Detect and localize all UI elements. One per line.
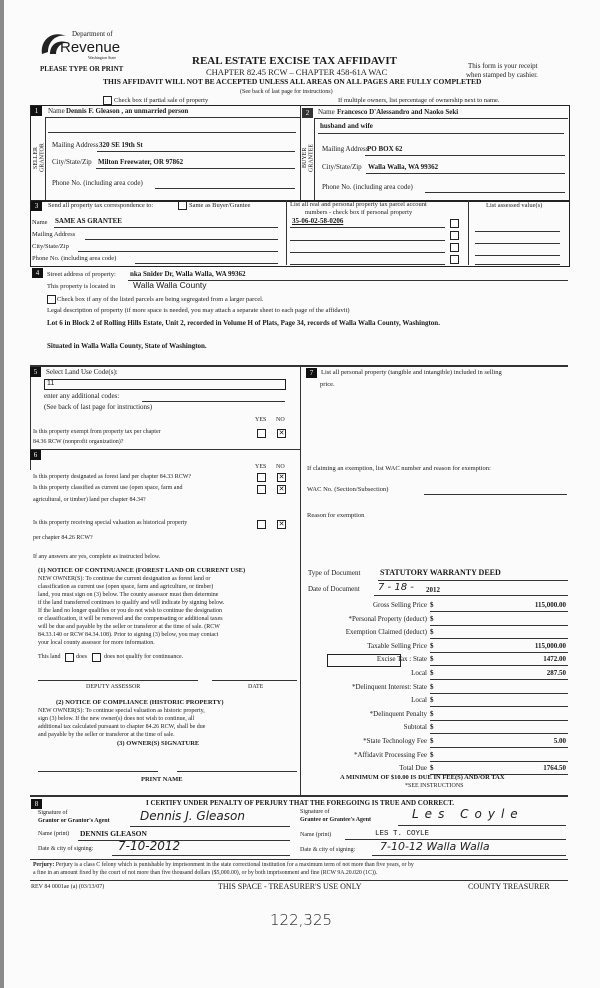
tax-row-label: Local (411, 669, 427, 677)
send-correspondence-label: Send all property tax correspondence to: (48, 202, 154, 209)
logo-main-text: Revenue (60, 39, 121, 56)
tax-row-value[interactable]: 115,000.00 (534, 641, 566, 650)
if-yes-note: If any answers are yes, complete as instructed below. (33, 554, 161, 560)
owner-signature-line-2[interactable] (177, 771, 297, 772)
tax-row-value[interactable]: 1764.50 (543, 764, 566, 773)
legal-description-2[interactable]: Situated in Walla Walla County, State of Washington. (47, 342, 207, 350)
county-treasurer-label: COUNTY TREASURER (468, 882, 550, 891)
grantor-date-city-label: Date & city of signing: (38, 846, 94, 852)
does-not-qualify-checkbox[interactable] (92, 653, 101, 662)
doc-type[interactable]: STATUTORY WARRANTY DEED (380, 568, 501, 577)
currency-symbol: $ (430, 696, 434, 705)
section-2-number: 2 (302, 108, 313, 118)
personal-property-label-1: List all personal property (tangible and intangible) included in selling (321, 369, 502, 376)
local-rate-box[interactable] (327, 654, 401, 667)
parcel-header-1: List all real and personal property tax parcel account (290, 201, 427, 208)
forest-yes-checkbox[interactable] (257, 473, 266, 482)
tax-row-line (430, 652, 568, 653)
q-historic-1: Is this property receiving special valuation as historical property (33, 520, 188, 526)
correspondence-name[interactable]: SAME AS GRANTEE (55, 217, 122, 225)
assessor-date-label: DATE (248, 684, 264, 690)
additional-codes-label: enter any additional codes: (44, 392, 120, 400)
seller-mailing-label: Mailing Address (52, 141, 99, 149)
deputy-assessor-signature-line[interactable] (38, 680, 198, 681)
form-title: REAL ESTATE EXCISE TAX AFFIDAVIT (192, 55, 397, 67)
exempt-yes-checkbox[interactable] (257, 429, 266, 438)
doc-type-label: Type of Document (308, 569, 361, 577)
current-use-yes-checkbox[interactable] (257, 485, 266, 494)
property-county[interactable]: Walla Walla County (133, 280, 207, 290)
property-located-label: This property is located in (47, 283, 116, 290)
tax-row-line (430, 733, 568, 734)
grantor-name-print[interactable]: DENNIS GLEASON (80, 829, 147, 838)
owner-signature-title: (3) OWNER(S) SIGNATURE (117, 740, 200, 747)
correspondence-name-label: Name (32, 219, 48, 226)
buyer-name-2[interactable]: husband and wife (320, 122, 373, 130)
grantor-signature-of: Signature of (38, 810, 68, 816)
yes-header-6: YES (255, 464, 267, 470)
tax-row-line (430, 611, 568, 612)
tax-row-label: *State Technology Fee (363, 737, 427, 745)
currency-symbol: $ (430, 750, 434, 759)
currency-symbol: $ (430, 641, 434, 650)
buyer-mailing-label: Mailing Address (322, 145, 369, 153)
wac-label: WAC No. (Section/Subsection) (307, 486, 389, 493)
q-exempt-1: Is this property exempt from property tax per chapter (33, 429, 161, 435)
wac-field[interactable] (424, 494, 567, 495)
street-address[interactable]: nka Snider Dr, Walla Walla, WA 99362 (130, 270, 246, 278)
seller-name[interactable]: Dennis F. Gleason , an unmarried person (66, 107, 189, 115)
tax-row-label: *Delinquent Interest: State (351, 682, 427, 691)
personal-property-checkbox-2[interactable] (450, 231, 459, 240)
land-use-see-back: (See back of last page for instructions) (44, 403, 153, 411)
deputy-assessor-label: DEPUTY ASSESSOR (86, 684, 141, 690)
legal-description-1[interactable]: Lot 6 in Block 2 of Rolling Hills Estate, Unit 2, recorded in Volume H of Plats, Page 34, records of Walla Walla County, Washington. (47, 319, 440, 327)
no-header-6: NO (276, 464, 285, 470)
notice-continuance-text: NEW OWNER(S): To continue the current designation as forest land or classification as current use (open space, farm and agriculture, or timber) land, you must sign on (3) below. The county assessor must then determine if the land transferred continues to qualify and will indicate by signing below. If the land no longer qualifies or you do not wish to continue the designation or classification, it will be removed and the compensating or additional taxes will be due and payable by the seller or transferor at the time of sale. (RCW 84.33.140 or RCW 84.34.108). Prior to signing (3) below, you may contact your local county assessor for more information. (38, 576, 225, 646)
parcel-number-1[interactable]: 35-06-02-58-0206 (292, 217, 344, 225)
additional-codes-field[interactable] (142, 401, 285, 402)
minimum-due-note: A MINIMUM OF $10.00 IS DUE IN FEE(S) AND/OR TAX (340, 774, 505, 781)
q-forest: Is this property designated as forest land per chapter 84.33 RCW? (33, 474, 192, 480)
grantee-agent-label: Grantee or Grantee's Agent (300, 817, 372, 823)
perjury-notice: Perjury: Perjury is a class C felony which is punishable by imprisonment in the state correctional institution for a maximum term of not more than five years, or by a fine in an amount fixed by the court of not more than five thousand dollars ($5,000.00), or by both imprisonment and fine (RCW 9A.20.020 (1C)). (33, 862, 414, 876)
tax-row-line (430, 747, 568, 748)
tax-row-label: Taxable Selling Price (367, 641, 427, 650)
grantee-signature-of: Signature of (300, 809, 330, 815)
currency-symbol: $ (430, 655, 434, 664)
receipt-note-1: This form is your receipt (468, 62, 538, 70)
tax-row-line (430, 706, 568, 707)
buyer-city-label: City/State/Zip (322, 163, 362, 171)
logo-top-text: Department of (72, 30, 113, 38)
seller-mailing-address[interactable]: 320 SE 19th St (99, 141, 143, 149)
correspondence-mailing-field[interactable] (85, 239, 278, 240)
currency-symbol: $ (430, 682, 434, 691)
segregated-parcel-checkbox[interactable] (47, 295, 56, 304)
form-warning: THIS AFFIDAVIT WILL NOT BE ACCEPTED UNLESS ALL AREAS ON ALL PAGES ARE FULLY COMPLETED (103, 77, 482, 86)
correspondence-phone-label: Phone No. (including area code) (32, 255, 117, 262)
currency-symbol: $ (430, 737, 434, 745)
grantee-name-print-label: Name (print) (300, 832, 332, 838)
form-revision: REV 84 0001ae (a) (03/13/07) (31, 884, 105, 890)
historic-yes-checkbox[interactable] (257, 520, 266, 529)
doc-date-year[interactable]: 2012 (426, 586, 440, 594)
q-current-1: Is this property classified as current use (open space, farm and (33, 485, 183, 491)
section-1-number: 1 (31, 106, 42, 116)
tax-row-line (430, 693, 568, 694)
tax-row-value[interactable]: 287.50 (546, 669, 566, 677)
seller-name-label: Name (48, 107, 65, 115)
buyer-phone-field[interactable] (425, 192, 565, 193)
tax-row-line (430, 625, 568, 626)
currency-symbol: $ (430, 628, 434, 637)
partial-sale-checkbox[interactable] (103, 96, 112, 105)
tax-row-value[interactable]: 115,000.00 (534, 601, 566, 609)
current-use-no-checkbox[interactable]: ✕ (278, 485, 285, 493)
assessed-value-header: List assessed value(s) (486, 202, 543, 209)
grantor-date-city[interactable]: 7-10-2012 (118, 839, 181, 853)
personal-property-checkbox-4[interactable] (450, 255, 459, 264)
land-use-code: 11 (47, 380, 55, 387)
does-qualify-checkbox[interactable] (65, 653, 74, 662)
tax-row-label: Gross Selling Price (372, 601, 427, 609)
tax-row-label: *Affidavit Processing Fee (354, 750, 427, 759)
does-not-label: does not qualify for continuance. (104, 654, 184, 660)
receipt-note-2: when stamped by cashier. (466, 71, 538, 79)
same-as-buyer-checkbox[interactable] (178, 201, 187, 210)
personal-property-checkbox-1[interactable] (450, 219, 459, 228)
exemption-label: If claiming an exemption, list WAC number and reason for exemption: (307, 465, 491, 472)
yes-header: YES (255, 417, 267, 423)
tax-row-line (430, 720, 568, 721)
correspondence-mailing-label: Mailing Address (32, 231, 76, 238)
handwritten-number: 122,325 (270, 911, 333, 929)
section-4-number: 4 (32, 268, 43, 278)
grantor-name-print-label: Name (print) (38, 831, 70, 837)
tax-row-label: Subtotal (403, 723, 427, 732)
historic-no-checkbox[interactable]: ✕ (278, 520, 285, 528)
seller-city[interactable]: Milton Freewater, OR 97862 (98, 158, 184, 166)
personal-property-checkbox-3[interactable] (450, 243, 459, 252)
notice-compliance-text: NEW OWNER(S): To continue special valuation as historic property, sign (3) below. If the new owner(s) does not wish to continue, all additional tax calculated pursuant to chapter 84.26 RCW, shall be due and payable by the seller or transferor at the time of sale. (38, 708, 206, 738)
buyer-mailing-address[interactable]: PO BOX 62 (367, 145, 403, 153)
tax-row-label: Exemption Claimed (deduct) (345, 628, 427, 637)
land-use-code-input[interactable] (44, 379, 286, 390)
currency-symbol: $ (430, 669, 434, 677)
no-header: NO (276, 417, 285, 423)
grantee-name-print[interactable]: LES T. COYLE (375, 830, 430, 838)
tax-row-line (430, 679, 568, 680)
currency-symbol: $ (430, 614, 434, 623)
does-label: does (76, 654, 87, 660)
buyer-side-label: BUYER GRANTEE (302, 144, 315, 172)
correspondence-phone-field[interactable] (135, 263, 278, 264)
reason-label: Reason for exemption (307, 512, 365, 519)
section-8-number: 8 (31, 799, 42, 809)
section-3-number: 3 (31, 201, 42, 211)
buyer-phone-label: Phone No. (including area code) (322, 183, 413, 191)
personal-property-label-2: price. (320, 381, 335, 388)
assessed-value-field-4[interactable] (475, 264, 560, 265)
seller-phone-field[interactable] (155, 188, 295, 189)
q-historic-2: per chapter 84.26 RCW? (33, 535, 93, 541)
seller-side-label: SELLER GRANTOR (33, 143, 46, 173)
tax-row-line (430, 638, 568, 639)
assessed-value-field-3[interactable] (475, 255, 560, 256)
this-land-label: This land (38, 654, 61, 660)
doc-date-handwritten[interactable]: 7 - 18 - (378, 582, 414, 593)
tax-row-value[interactable]: 1472.00 (543, 655, 566, 664)
tax-row-line (430, 665, 568, 666)
section-7-number: 7 (306, 368, 317, 378)
buyer-city[interactable]: Walla Walla, WA 99362 (368, 163, 439, 171)
tax-row-label: Total Due (399, 764, 427, 773)
land-use-label: Select Land Use Code(s): (46, 368, 118, 376)
exempt-no-checkbox[interactable]: ✕ (278, 429, 285, 437)
buyer-name-label: Name (318, 108, 335, 116)
notice-continuance-title: (1) NOTICE OF CONTINUANCE (FOREST LAND OR CURRENT USE) (38, 567, 246, 574)
grantor-agent-label: Grantor or Grantor's Agent (38, 818, 110, 824)
correspondence-city-label: City/State/Zip (32, 243, 69, 250)
tax-row-value[interactable]: 5.00 (553, 737, 566, 745)
currency-symbol: $ (430, 601, 434, 609)
certify-statement: I CERTIFY UNDER PENALTY OF PERJURY THAT THE FOREGOING IS TRUE AND CORRECT. (146, 799, 455, 807)
seller-phone-label: Phone No. (including area code) (52, 179, 143, 187)
currency-symbol: $ (430, 723, 434, 732)
partial-sale-label: Check box if partial sale of property (114, 97, 209, 104)
notice-compliance-title: (2) NOTICE OF COMPLIANCE (HISTORIC PROPERTY) (56, 699, 224, 706)
doc-date-label: Date of Document (308, 585, 360, 593)
seller-city-label: City/State/Zip (52, 158, 92, 166)
assessor-date-line[interactable] (212, 680, 297, 681)
owner-signature-line[interactable] (38, 771, 158, 772)
legal-description-label: Legal description of property (if more space is needed, you may attach a separate sheet to each page of the affidavit) (47, 307, 350, 314)
assessed-value-field-1[interactable] (475, 231, 560, 232)
buyer-name[interactable]: Francesco D'Alessandro and Naoko Seki (337, 108, 459, 116)
q-current-2: agricultural, or timber) land per chapter 84.34? (33, 497, 146, 503)
segregated-parcel-label: Check box if any of the listed parcels are being segregated from a larger parcel. (57, 296, 264, 303)
section-6-number: 6 (30, 450, 41, 460)
grantee-signature[interactable]: Les Coyle (412, 807, 524, 821)
parcel-header-2: numbers - check box if personal property (305, 209, 413, 216)
correspondence-city-field[interactable] (78, 251, 278, 252)
forest-no-checkbox[interactable]: ✕ (278, 473, 285, 481)
currency-symbol: $ (430, 764, 434, 773)
grantee-date-city[interactable]: 7-10-12 Walla Walla (380, 840, 490, 853)
tax-row-line (430, 761, 568, 762)
tax-row-label: Local (411, 696, 427, 705)
multiple-owners-note: If multiple owners, list percentage of ownership next to name. (338, 97, 500, 104)
grantee-date-city-label: Date & city of signing: (300, 847, 356, 853)
please-type-or-print: PLEASE TYPE OR PRINT (40, 65, 124, 73)
tax-row-label: *Delinquent Penalty (369, 709, 427, 718)
print-name-label: PRINT NAME (141, 776, 183, 783)
section-5-number: 5 (30, 367, 41, 377)
same-as-buyer-label: Same as Buyer/Grantee (189, 202, 251, 209)
treasurer-use-label: THIS SPACE - TREASURER'S USE ONLY (218, 882, 362, 891)
q-exempt-2: 84.36 RCW (nonprofit organization)? (33, 439, 124, 445)
currency-symbol: $ (430, 709, 434, 718)
see-back-instructions: (See back of last page for instructions) (240, 89, 333, 95)
form-chapter: CHAPTER 82.45 RCW – CHAPTER 458-61A WAC (206, 67, 388, 77)
street-address-label: Street address of property: (47, 271, 116, 278)
see-instructions-note: *SEE INSTRUCTIONS (405, 783, 464, 789)
tax-row-label: *Personal Property (deduct) (348, 614, 427, 623)
logo-sub-text: Washington State (88, 55, 117, 60)
grantor-signature[interactable]: Dennis J. Gleason (140, 809, 245, 823)
tax-row-label: Excise Tax : State (376, 655, 427, 664)
assessed-value-field-2[interactable] (475, 243, 560, 244)
